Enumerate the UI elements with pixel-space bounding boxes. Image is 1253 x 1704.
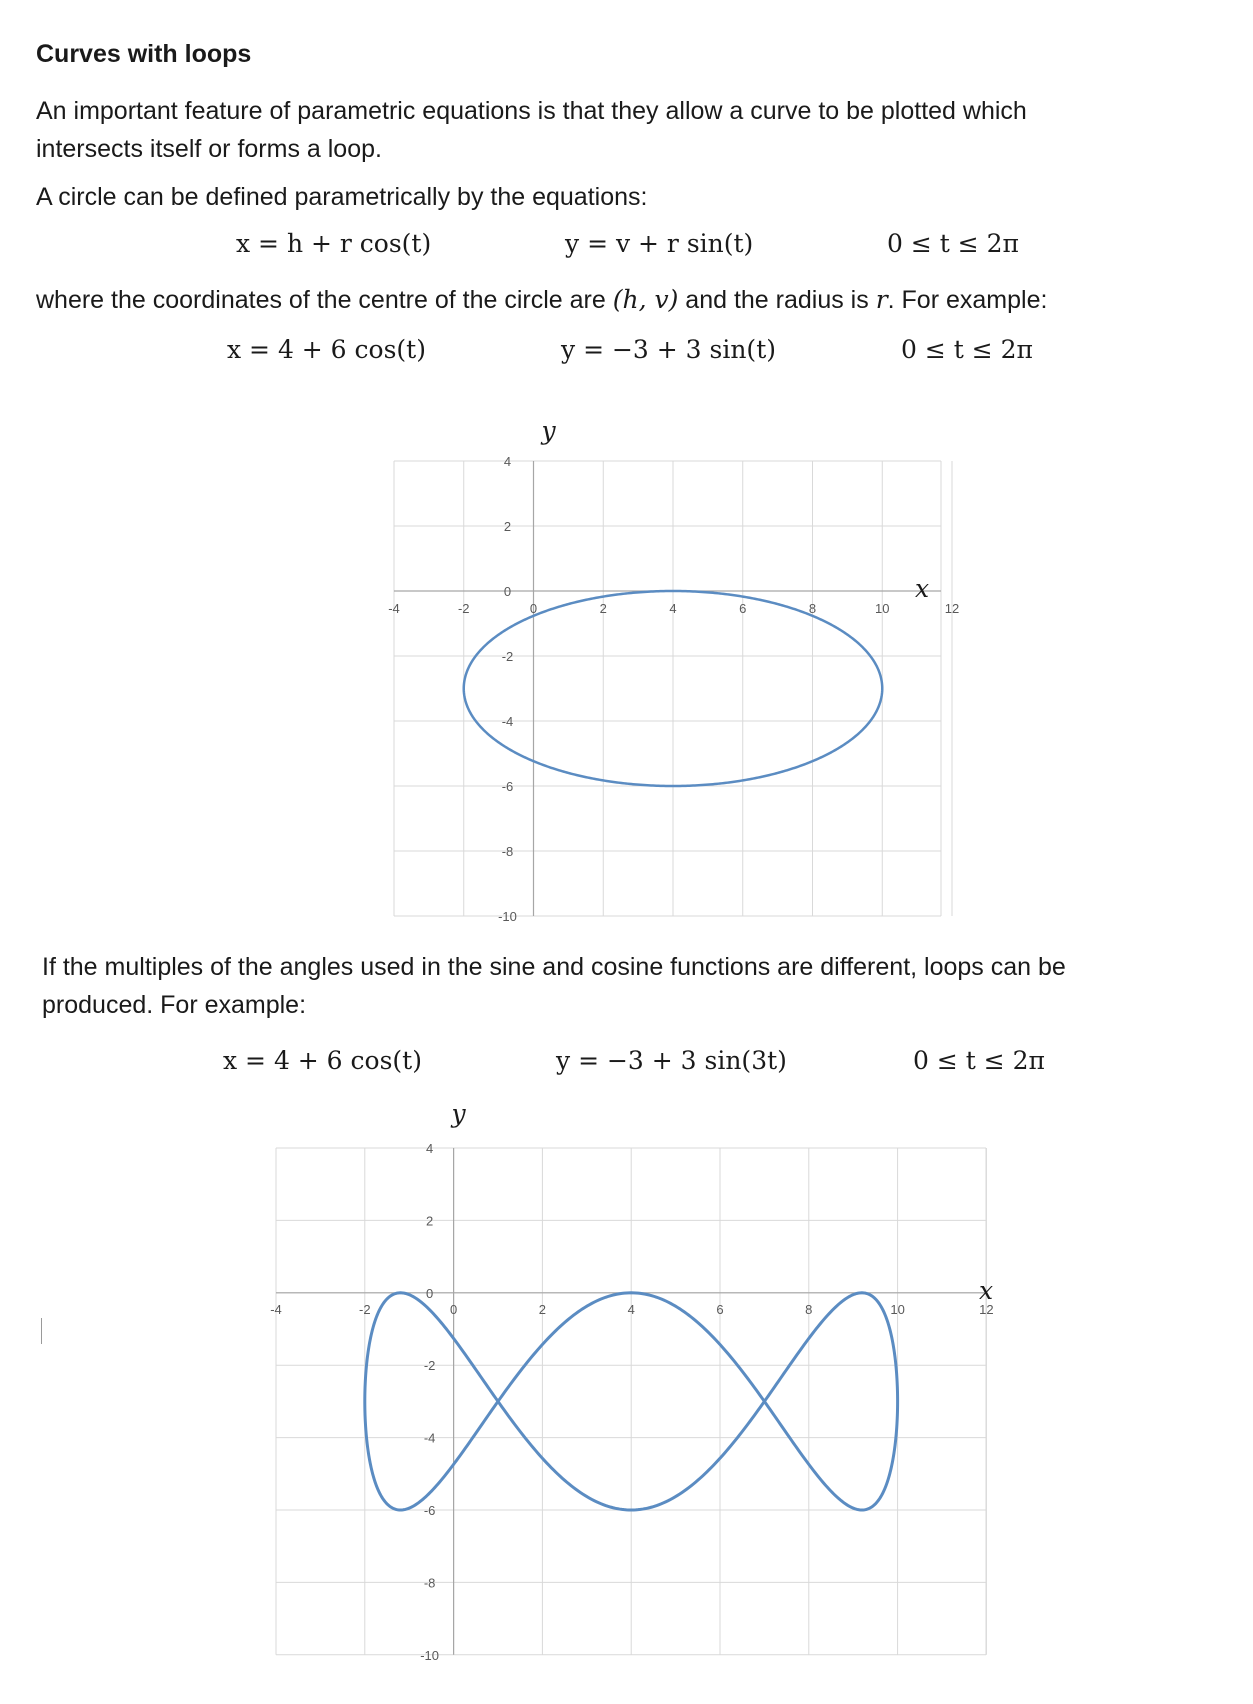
chart1-y-tick-label: 2	[503, 519, 512, 534]
example1-eq-range: 0 ≤ t ≤ 2π	[901, 335, 1033, 364]
chart1-x-tick-label: 8	[808, 601, 817, 616]
chart2-x-tick-label: 10	[890, 1301, 905, 1317]
where-text-c: and the radius is	[678, 286, 876, 314]
chart2-y-tick-label: -8	[423, 1575, 436, 1591]
chart2-x-tick-label: 2	[538, 1301, 547, 1317]
general-eq-x: x = h + r cos(t)	[236, 229, 432, 258]
example2-eq-range: 0 ≤ t ≤ 2π	[913, 1046, 1045, 1075]
example1-eq-y: y = −3 + 3 sin(t)	[561, 335, 776, 364]
chart2-x-axis-title: x	[978, 1275, 994, 1305]
text-cursor	[41, 1318, 42, 1344]
loops-line-1: If the multiples of the angles used in the sine and cosine functions are different, loops can be	[42, 953, 1066, 981]
loops-line-2: produced. For example:	[42, 991, 307, 1019]
centre-coordinates: (h, v)	[612, 285, 679, 314]
chart2-y-tick-label: -6	[423, 1503, 436, 1518]
chart1-y-tick-label: -4	[501, 714, 514, 729]
where-text-e: . For example:	[887, 286, 1048, 314]
chart2-y-tick-label: 4	[425, 1141, 434, 1156]
chart2-y-tick-label: -10	[420, 1647, 439, 1663]
chart1-y-axis-title: y	[541, 416, 556, 445]
chart1-y-tick-label: -8	[501, 844, 514, 859]
chart1-y-tick-label: 4	[503, 454, 512, 469]
chart2-y-tick-label: -4	[423, 1430, 436, 1446]
example2-eq-x: x = 4 + 6 cos(t)	[223, 1046, 422, 1075]
intro-line-1: An important feature of parametric equations is that they allow a curve to be plotted which	[36, 97, 1027, 125]
chart2-x-tick-label: -4	[270, 1301, 282, 1317]
chart2-y-tick-label: 0	[425, 1285, 434, 1301]
chart2-x-tick-label: 4	[627, 1301, 635, 1317]
where-text-a: where the coordinates of the centre of the circle are	[36, 286, 613, 314]
chart1-y-tick-label: -10	[498, 909, 517, 924]
chart2-x-tick-label: -2	[359, 1301, 371, 1317]
chart1-y-tick-label: 0	[503, 584, 512, 599]
chart1-x-tick-label: -2	[457, 601, 470, 616]
example1-eq-x: x = 4 + 6 cos(t)	[227, 335, 426, 364]
chart1-x-tick-label: 6	[739, 601, 747, 616]
chart2-x-tick-label: 8	[805, 1301, 813, 1317]
chart2-y-tick-label: 2	[425, 1213, 434, 1229]
chart1-x-tick-label: -4	[388, 601, 400, 616]
chart2-y-axis-title: y	[451, 1099, 466, 1128]
chart2-x-tick-label: 0	[449, 1301, 458, 1317]
radius-symbol: r	[875, 285, 888, 314]
chart2-x-tick-label: 12	[979, 1301, 994, 1317]
intro-line-2: intersects itself or forms a loop.	[36, 135, 382, 163]
chart1-x-tick-label: 0	[529, 601, 538, 616]
chart1-x-tick-label: 2	[599, 601, 607, 616]
chart1-x-axis-title: x	[914, 574, 930, 603]
general-eq-y: y = v + r sin(t)	[565, 229, 754, 258]
chart1-x-tick-label: 4	[669, 601, 677, 616]
chart2-x-tick-label: 6	[716, 1301, 724, 1317]
chart1-y-tick-label: -6	[501, 779, 514, 794]
chart1-x-tick-label: 12	[944, 601, 960, 616]
example2-eq-y: y = −3 + 3 sin(3t)	[556, 1046, 787, 1075]
chart1-x-tick-label: 10	[875, 601, 890, 616]
section-title: Curves with loops	[36, 40, 252, 68]
chart2-y-tick-label: -2	[423, 1358, 436, 1374]
circle-definition-text: A circle can be defined parametrically by the equations:	[36, 183, 648, 211]
general-eq-range: 0 ≤ t ≤ 2π	[887, 229, 1019, 258]
chart1-y-tick-label: -2	[501, 649, 514, 664]
